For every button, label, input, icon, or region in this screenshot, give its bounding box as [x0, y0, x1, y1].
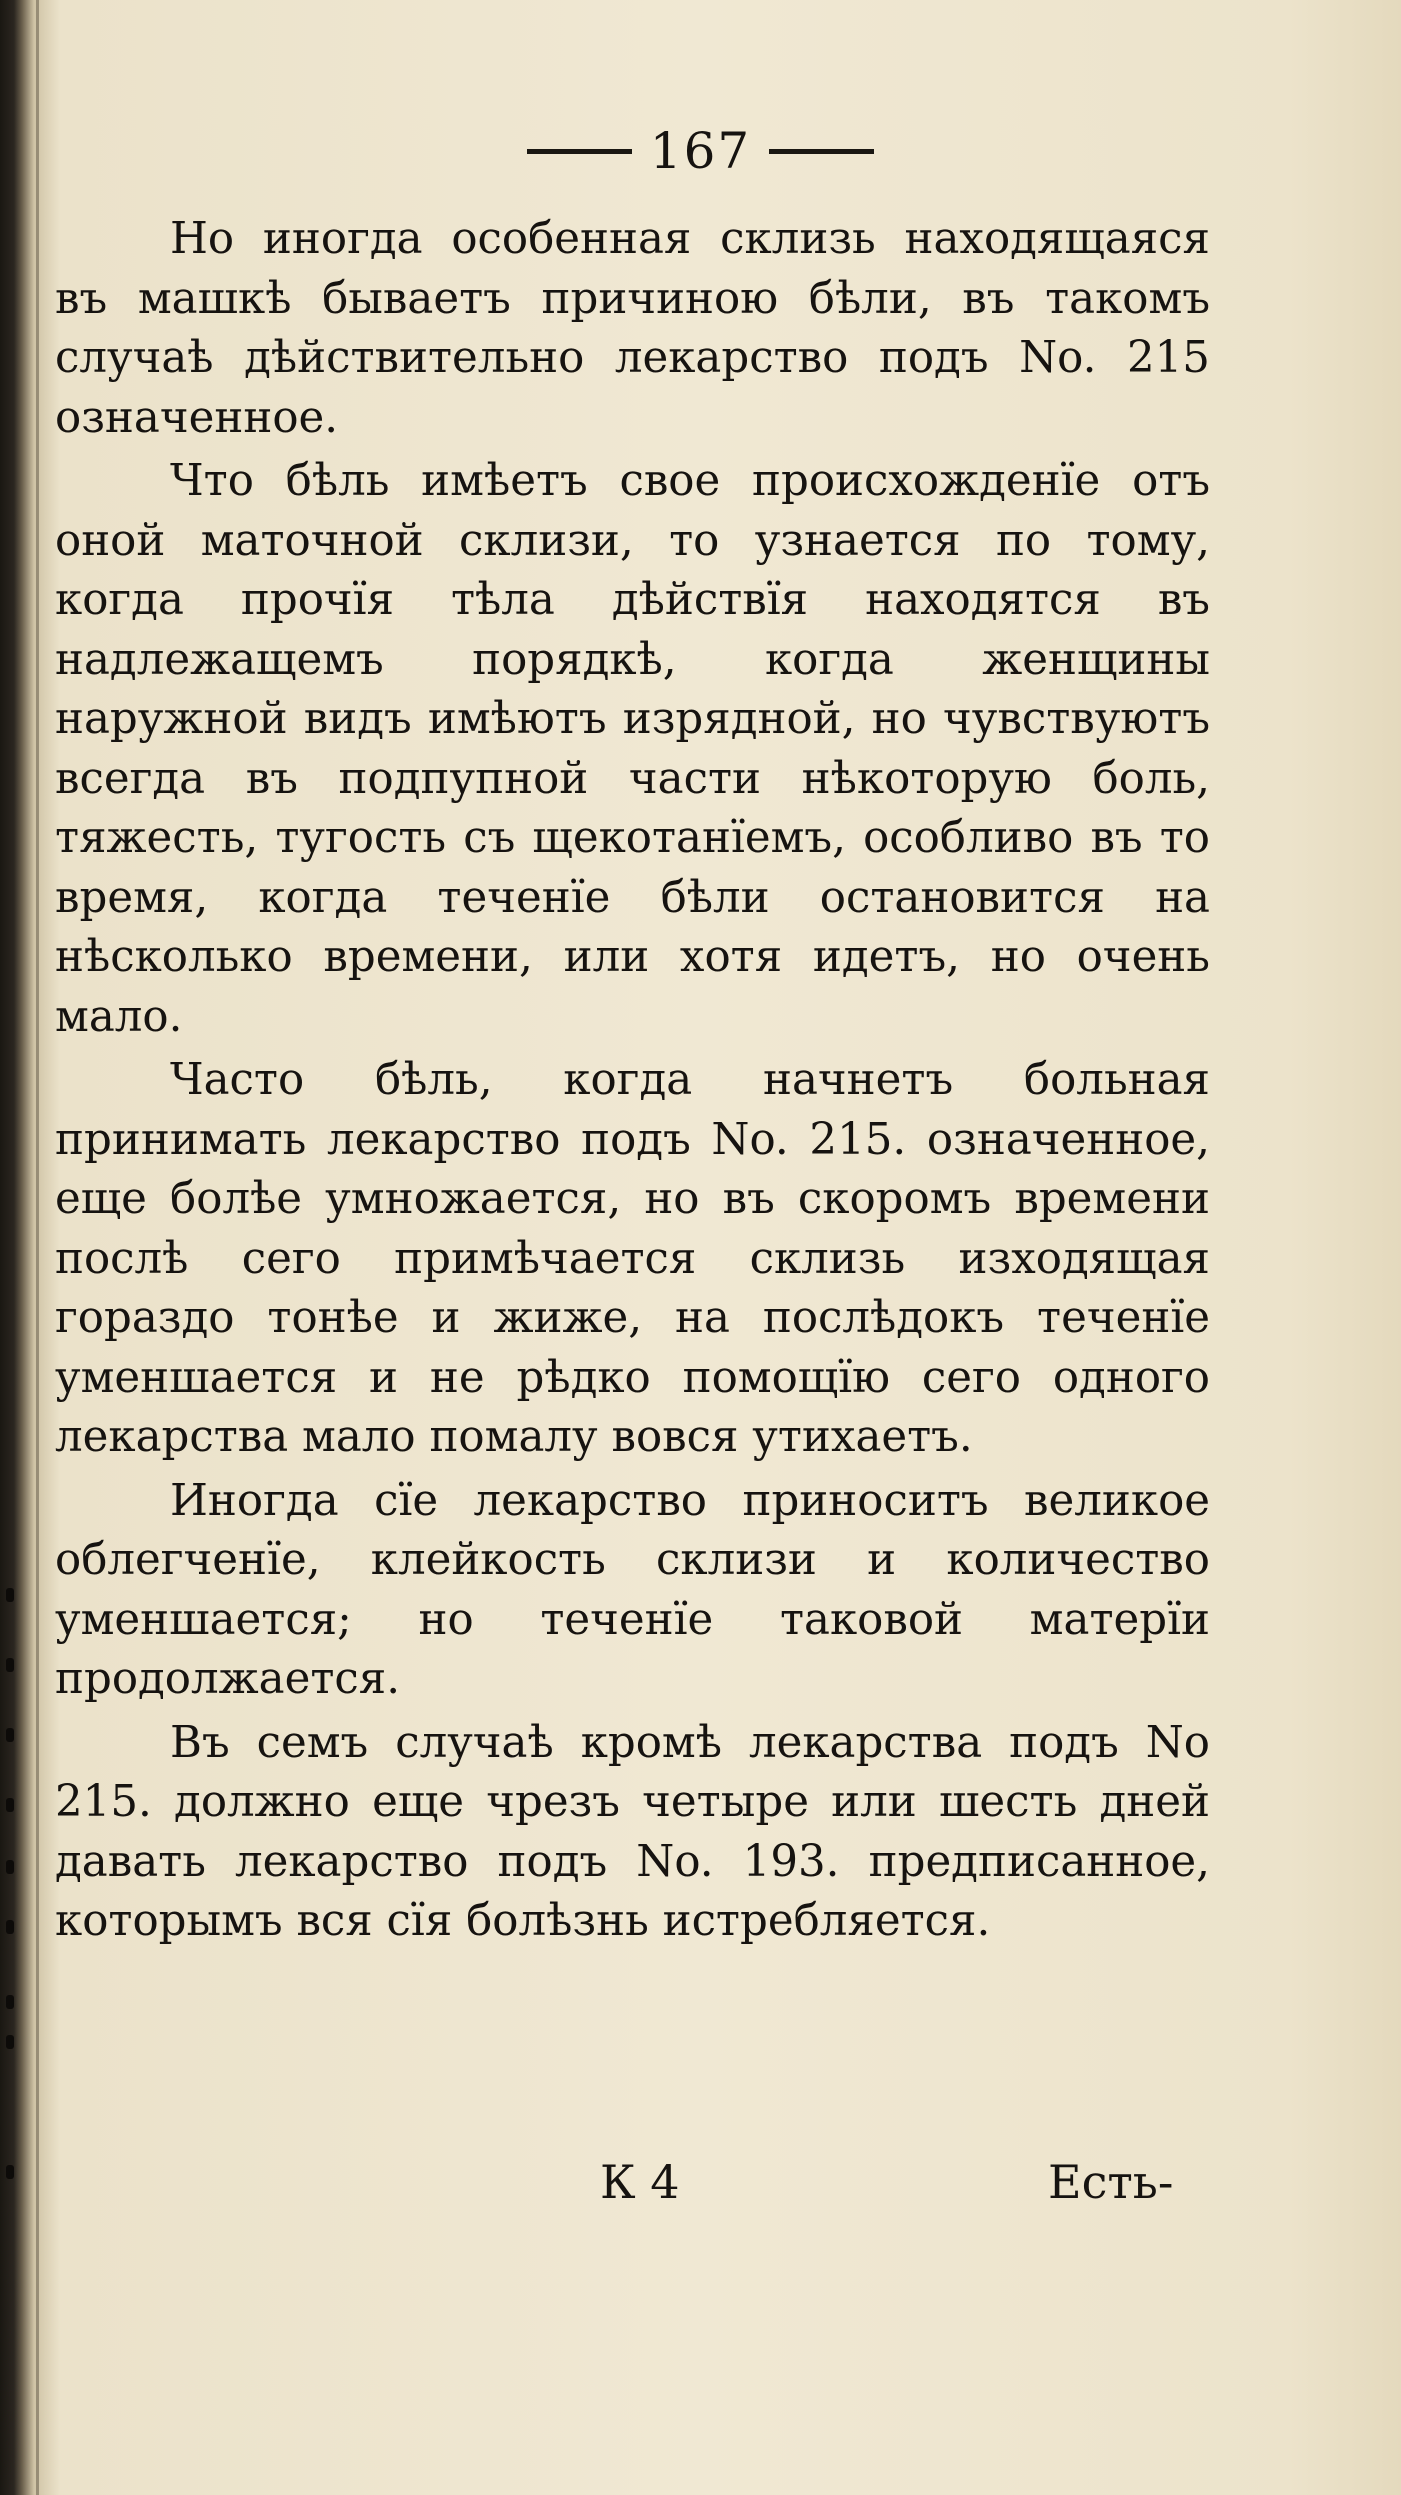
catchword: Есть-: [1048, 2155, 1174, 2209]
paragraph: Но иногда особенная склизь находящаяся въ машкѣ бываетъ причиною бѣли, въ такомъ случаѣ дѣйствительно лекарство подъ No. 215 означенное.: [55, 214, 1210, 443]
page-header: [0, 118, 1401, 180]
paragraph: Часто бѣль, когда начнетъ больная принимать лекарство подъ No. 215. означенное, еще болѣе умножается, но въ скоромъ времени послѣ сего примѣчается склизь изходящая гораздо тонѣе и жиже, на послѣдокъ теченїе уменшается и не рѣдко помощїю сего одного лекарства мало помалу вовся утихаетъ.: [55, 1055, 1210, 1462]
signature-mark: К 4: [600, 2155, 680, 2209]
margin-mark: [6, 1798, 14, 1812]
page-footer: [0, 2155, 1401, 2225]
binding-shadow: [36, 0, 39, 2495]
page-number: 167: [649, 122, 752, 180]
margin-mark: [6, 1920, 14, 1934]
margin-mark: [6, 2035, 14, 2049]
paragraph: Что бѣль имѣетъ свое происхожденїе отъ оной маточной склизи, то узнается по тому, когда прочїя тѣла дѣйствїя находятся въ надлежащемъ порядкѣ, когда женщины наружной видъ имѣютъ изрядной, но чувствуютъ всегда въ подпупной части нѣкоторую боль, тяжесть, тугость съ щекотанїемъ, особливо въ то время, когда теченїе бѣли остановится на нѣсколько времени, или хотя идетъ, но очень мало.: [55, 456, 1210, 1042]
margin-mark: [6, 1658, 14, 1672]
margin-mark: [6, 1728, 14, 1742]
margin-mark: [6, 1860, 14, 1874]
header-dash-right: [769, 149, 874, 154]
paragraph: Въ семъ случаѣ кромѣ лекарства подъ No 215. должно еще чрезъ четыре или шесть дней давать лекарство подъ No. 193. предписанное, которымъ вся сїя болѣзнь истребляется.: [55, 1717, 1210, 1946]
body-text: [55, 210, 1210, 1952]
margin-mark: [6, 1588, 14, 1602]
margin-mark: [6, 1995, 14, 2009]
paragraph: Иногда сїе лекарство приноситъ великое облегченїе, клейкость склизи и количество уменшается; но теченїе таковой матерїи продолжается.: [55, 1475, 1210, 1704]
header-dash-left: [527, 149, 632, 154]
